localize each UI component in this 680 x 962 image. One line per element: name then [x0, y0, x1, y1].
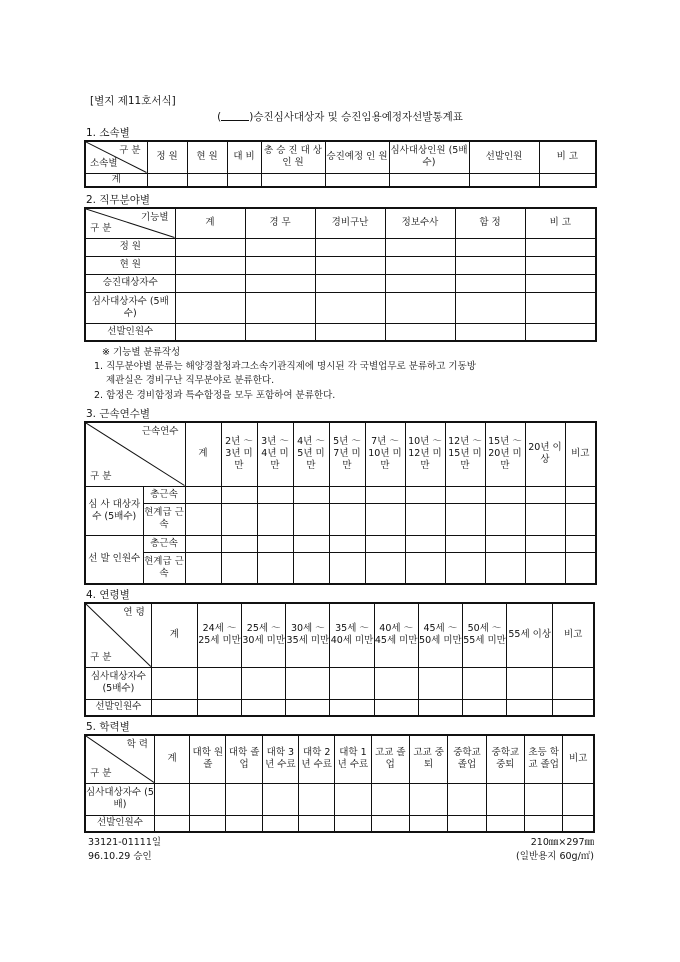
footer-paper-size: 210㎜×297㎜ — [530, 837, 594, 848]
section-2-heading: 2. 직무분야별 — [86, 194, 151, 206]
s5-row-label: 선발인원수 — [85, 815, 154, 832]
s1-col-header: 현 원 — [187, 141, 227, 173]
s2-col-header: 계 — [175, 208, 245, 238]
footer-form-code: 33121-01111일 — [88, 837, 162, 848]
section-1-heading: 1. 소속별 — [86, 127, 130, 139]
table-by-duty-field — [84, 207, 597, 342]
s5-corner-top: 학 력 — [126, 739, 148, 750]
s2-row-label: 현 원 — [85, 256, 175, 274]
notes-title: ※ 기능별 분류작성 — [102, 347, 181, 358]
s3-col-header: 10년 ～ 12년 미만 — [405, 422, 445, 486]
s5-col-header: 대학 1년 수료 — [335, 735, 371, 783]
s1-corner-bottom: 소속별 — [90, 157, 118, 169]
s1-corner-top: 구 분 — [119, 145, 141, 156]
s5-col-header: 초등 학교 졸업 — [524, 735, 562, 783]
note-1-line-2: 제관실은 경비구난 직무분야로 분류한다. — [106, 375, 275, 386]
note-1-line-1: 1. 직무분야별 분류는 해양경찰청과그소속기관직제에 명시된 각 국별업무로 분류하고 기동방 — [94, 361, 476, 372]
s3-sub-label: 현계급 근 속 — [143, 552, 185, 584]
s5-row-label: 심사대상자수 (5배) — [85, 783, 154, 815]
section-4-heading: 4. 연령별 — [86, 589, 130, 601]
s4-col-header: 30세 ～ 35세 미만 — [286, 603, 330, 667]
s5-col-header: 고교 중퇴 — [409, 735, 447, 783]
s5-col-header: 대학 2년 수료 — [299, 735, 335, 783]
s3-corner-top: 근속연수 — [141, 426, 179, 437]
s2-col-header: 정보수사 — [385, 208, 455, 238]
s3-sub-label: 현계급 근 속 — [143, 503, 185, 535]
s4-col-header: 45세 ～ 50세 미만 — [418, 603, 462, 667]
s3-col-header: 비고 — [565, 422, 596, 486]
s4-col-header: 50세 ～ 55세 미만 — [462, 603, 506, 667]
s3-col-header: 4년 ～ 5년 미만 — [293, 422, 329, 486]
s4-col-header: 비고 — [553, 603, 594, 667]
s5-col-header: 중학교 중퇴 — [486, 735, 524, 783]
title-open-paren: ( — [217, 111, 222, 123]
s3-col-header: 12년 ～ 15년 미만 — [445, 422, 485, 486]
s2-col-header: 경비구난 — [315, 208, 385, 238]
form-title — [0, 109, 680, 124]
s4-col-header: 40세 ～ 45세 미만 — [374, 603, 418, 667]
s4-col-header: 25세 ～ 30세 미만 — [242, 603, 286, 667]
s5-col-header: 대학 졸업 — [226, 735, 262, 783]
s3-col-header: 2년 ～ 3년 미만 — [221, 422, 257, 486]
table-by-service-years — [84, 421, 597, 585]
s1-total-label: 계 — [85, 173, 147, 187]
s3-corner-bottom: 구 분 — [90, 470, 112, 482]
footer-paper-type: (일반용지 60g/㎡) — [516, 851, 594, 862]
s5-col-header: 중학교 졸업 — [448, 735, 486, 783]
s1-col-header: 대 비 — [227, 141, 261, 173]
s3-col-header: 5년 ～ 7년 미만 — [329, 422, 365, 486]
s4-col-header: 계 — [151, 603, 197, 667]
s3-col-header: 20년 이상 — [525, 422, 565, 486]
s2-row-label: 정 원 — [85, 238, 175, 256]
s1-col-header: 승진예정 인 원 — [325, 141, 389, 173]
s4-corner-top: 연 령 — [123, 607, 145, 618]
s3-group-label: 심 사 대상자수 (5배수) — [85, 486, 143, 535]
s5-corner-cell — [85, 735, 154, 783]
table-by-education — [84, 734, 595, 833]
s4-row-label: 선발인원수 — [85, 699, 151, 716]
s2-col-header: 비 고 — [525, 208, 596, 238]
s3-col-header: 계 — [185, 422, 221, 486]
footer-approval-date: 96.10.29 승인 — [88, 851, 152, 862]
form-number: [별지 제11호서식] — [90, 95, 176, 107]
s4-col-header: 55세 이상 — [507, 603, 553, 667]
s1-col-header: 선발인원 — [469, 141, 539, 173]
title-text: )승진심사대상자 및 승진임용예정자선발통계표 — [249, 111, 463, 123]
s1-corner-cell — [85, 141, 147, 173]
s5-corner-bottom: 구 분 — [90, 767, 112, 779]
s5-col-header: 비고 — [563, 735, 594, 783]
s2-corner-cell — [85, 208, 175, 238]
s3-col-header: 3년 ～ 4년 미만 — [257, 422, 293, 486]
s2-corner-top: 기능별 — [140, 212, 169, 223]
s3-sub-label: 총근속 — [143, 486, 185, 503]
title-blank — [221, 110, 249, 121]
s3-group-label: 선 발 인원수 — [85, 535, 143, 584]
s5-col-header: 대학 3년 수료 — [262, 735, 298, 783]
s1-col-header: 총 승 진 대 상 인 원 — [261, 141, 325, 173]
s4-col-header: 35세 ～ 40세 미만 — [330, 603, 374, 667]
s1-col-header: 비 고 — [539, 141, 596, 173]
s2-col-header: 함 정 — [455, 208, 525, 238]
s2-corner-bottom: 구 분 — [90, 222, 112, 234]
s2-row-label: 선발인원수 — [85, 323, 175, 341]
s4-corner-cell — [85, 603, 151, 667]
section-5-heading: 5. 학력별 — [86, 721, 130, 733]
s5-col-header: 대학 원졸 — [190, 735, 226, 783]
s5-col-header: 고교 졸업 — [371, 735, 409, 783]
s2-row-label: 심사대상자수 (5배수) — [85, 292, 175, 323]
s3-col-header: 15년 ～ 20년 미만 — [485, 422, 525, 486]
table-by-affiliation — [84, 140, 597, 188]
s4-row-label: 심사대상자수 (5배수) — [85, 667, 151, 699]
table-by-age — [84, 602, 595, 717]
s3-col-header: 7년 ～ 10년 미만 — [365, 422, 405, 486]
s5-col-header: 계 — [154, 735, 189, 783]
note-2: 2. 함정은 경비함정과 특수함정을 모두 포함하여 분류한다. — [94, 390, 336, 401]
s3-corner-cell — [85, 422, 185, 486]
s3-sub-label: 총근속 — [143, 535, 185, 552]
s4-col-header: 24세 ～ 25세 미만 — [197, 603, 241, 667]
s1-col-header: 심사대상인원 (5배수) — [389, 141, 469, 173]
s2-row-label: 승진대상자수 — [85, 274, 175, 292]
s1-col-header: 정 원 — [147, 141, 187, 173]
s4-corner-bottom: 구 분 — [90, 651, 112, 663]
section-3-heading: 3. 근속연수별 — [86, 408, 151, 420]
s2-col-header: 경 무 — [245, 208, 315, 238]
